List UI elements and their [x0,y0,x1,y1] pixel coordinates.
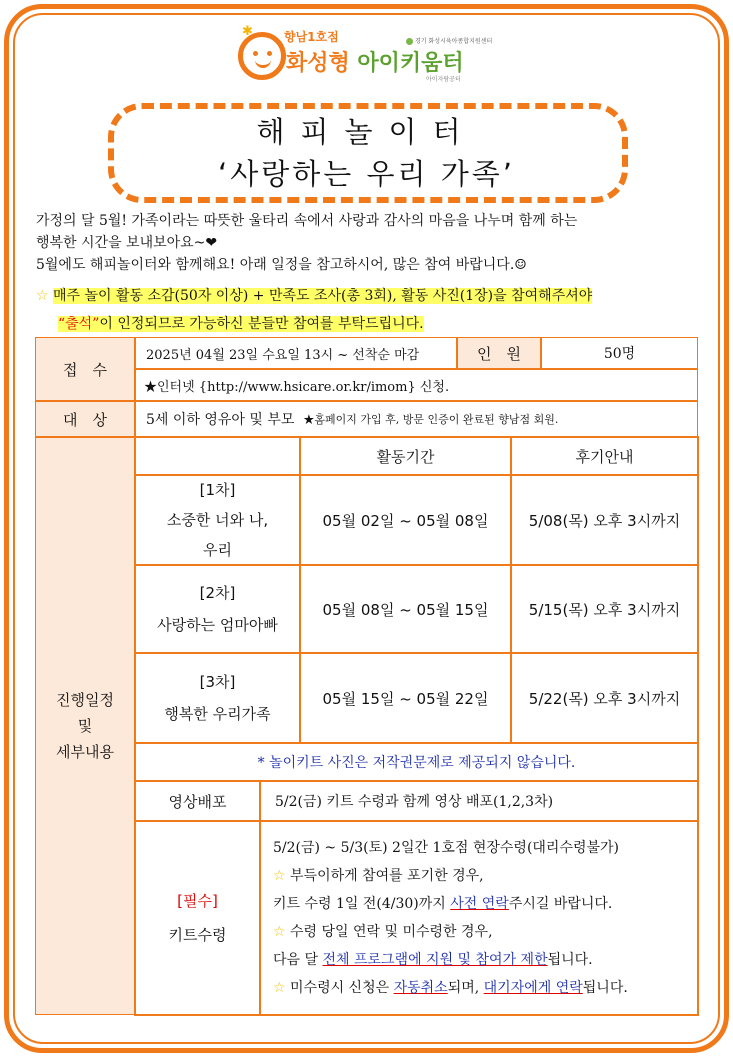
reception-date: 2025년 04월 23일 수요일 13시 ~ 선착순 마감 [135,337,457,369]
round-1-review: 5/08(목) 오후 3시까지 [511,475,698,565]
agency-logo-icon [406,38,413,45]
capacity-value: 50명 [541,337,698,369]
logo-branch: 향남1호점 [284,30,339,44]
kit-line: 다음 달 전체 프로그램에 지원 및 참여가 제한됩니다. [273,952,593,968]
participation-notice: ☆ 매주 놀이 활동 소감(50자 이상) + 만족도 조사(총 3회), 활동 사진(1장)을 참여해주셔야 “출석”이 인정되므로 가능하신 분들만 참여를 부탁드립니다. [36,288,593,332]
star-icon: ☆ [273,868,286,884]
star-icon: ☆ [273,924,286,940]
capacity-label: 인 원 [457,337,541,369]
round-2-review: 5/15(목) 오후 3시까지 [511,565,698,653]
round-3-period: 05월 15일 ~ 05월 22일 [300,653,511,743]
round-3-name: [3차] 행복한 우리가족 [135,653,300,743]
target-label: 대 상 [35,401,135,437]
page-subtitle: ‘사랑하는 우리 가족’ [218,157,515,191]
intro-line: 5월에도 해피놀이터와 함께해요! 아래 일정을 참고하시어, 많은 참여 바랍니다.☺ [36,257,527,273]
round-1-period: 05월 02일 ~ 05월 08일 [300,475,511,565]
intro-line: 행복한 시간을 보내보아요~❤ [36,235,218,251]
target-value: 5세 이하 영유아 및 부모 ★홈페이지 가입 후, 방문 인증이 완료된 향남점 회원. [135,401,698,437]
kit-details [260,821,698,1015]
kit-label: [필수] 키트수령 [135,821,260,1015]
review-header: 후기안내 [511,437,698,475]
logo-agency: 경기 화성시육아종합지원센터 [406,36,492,45]
kit-line: ☆ 부득이하게 참여를 포기한 경우, [273,868,484,884]
star-icon: ☆ [36,288,49,304]
attendance-emphasis: “출석” [58,316,100,332]
kit-line: ☆ 수령 당일 연락 및 미수령한 경우, [273,924,493,940]
copyright-note: * 놀이키트 사진은 저작권문제로 제공되지 않습니다. [135,743,698,781]
round-2-period: 05월 08일 ~ 05월 15일 [300,565,511,653]
star-icon: ☆ [273,980,286,996]
logo-subtitle: 아이자람공터 [426,76,461,83]
reception-method: ★인터넷 {http://www.hsicare.or.kr/imom} 신청. [135,369,698,401]
logo-title: 화성형 아이키움터 [286,51,464,76]
round-1-name: [1차] 소중한 너와 나, 우리 [135,475,300,565]
reception-label: 접 수 [35,337,135,401]
smiley-face-icon [238,32,286,80]
intro-line: 가정의 달 5월! 가족이라는 따뜻한 울타리 속에서 사랑과 감사의 마음을 나누며 함께 하는 [36,213,578,229]
video-value: 5/2(금) 키트 수령과 함께 영상 배포(1,2,3차) [260,781,698,821]
video-label: 영상배포 [135,781,260,821]
period-header: 활동기간 [300,437,511,475]
schedule-label: 진행일정 및 세부내용 [35,437,135,1015]
kit-line: 키트 수령 1일 전(4/30)까지 사전 연락주시길 바랍니다. [273,896,613,912]
required-badge: [필수] [177,892,218,910]
round-header [135,437,300,475]
target-note: ★홈페이지 가입 후, 방문 인증이 완료된 향남점 회원. [303,413,559,426]
logo [238,26,508,84]
round-3-review: 5/22(목) 오후 3시까지 [511,653,698,743]
logo-star-icon: ✱ [242,24,253,39]
round-2-name: [2차] 사랑하는 엄마아빠 [135,565,300,653]
intro-text [36,210,701,276]
kit-line: ☆ 미수령시 신청은 자동취소되며, 대기자에게 연락됩니다. [273,980,628,996]
page-title: 해피놀이터 [256,115,477,149]
kit-line: 5/2(금) ~ 5/3(토) 2일간 1호점 현장수령(대리수령불가) [273,840,620,856]
info-table [35,337,698,1015]
